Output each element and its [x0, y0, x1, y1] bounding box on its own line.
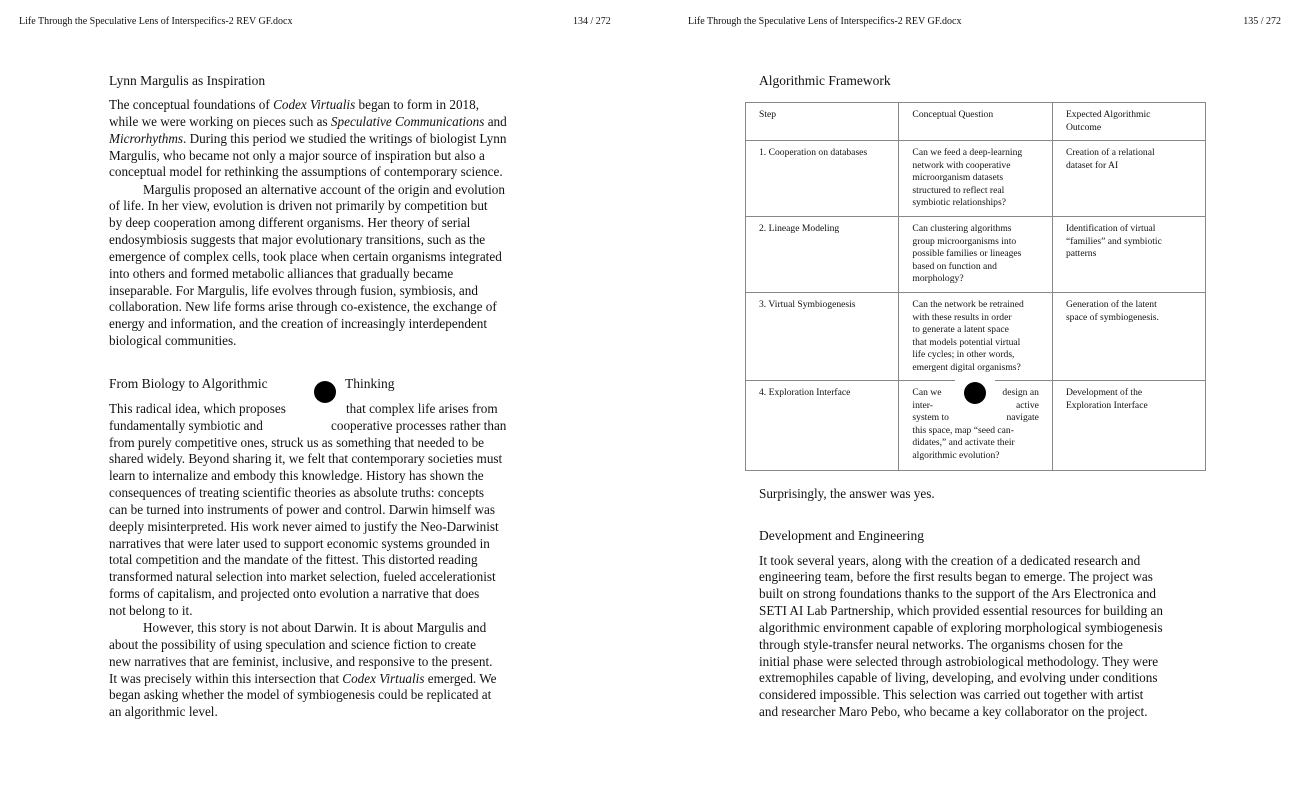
cell-text: to generate a latent space: [912, 324, 1009, 336]
cell-text: life cycles; in other words,: [912, 349, 1015, 361]
section-heading-algorithmic-framework: Algorithmic Framework: [759, 73, 891, 88]
cell-text: Expected Algorithmic: [1065, 109, 1151, 120]
text-line: algorithmic environment capable of exploring morphological symbiogenesis: [759, 619, 1163, 635]
text-line: biological communities.: [109, 333, 237, 349]
text-line: The conceptual foundations of Codex Virtualis began to form in 2018,: [109, 97, 480, 112]
cell-text: dataset for AI: [1065, 159, 1119, 171]
page-number-indicator: 134 / 272: [573, 16, 611, 27]
page-header-title: Life Through the Speculative Lens of Interspecifics-2 REV GF.docx: [19, 16, 293, 27]
table-row: [746, 293, 1206, 381]
cell-step: [746, 293, 899, 381]
algorithmic-framework-table: [745, 102, 1206, 471]
right-page: [650, 0, 1300, 785]
cell-text: inter- active: [912, 399, 1039, 411]
text-line: transformed natural selection into market selection, fueled accelerationist: [109, 569, 496, 585]
page-number-indicator: 135 / 272: [1243, 16, 1281, 27]
text-line: collaboration. New life forms arise through co-existence, the exchange of: [109, 299, 497, 315]
text-line: conceptual model for rethinking the assumptions of contemporary science.: [109, 164, 503, 180]
cell-text: Conceptual Question: [912, 109, 994, 120]
black-dot-marker: [314, 381, 336, 403]
cell-text: Creation of a relational: [1065, 147, 1155, 158]
cell-question: [899, 141, 1053, 217]
text-line: It took several years, along with the creation of a dedicated research and: [759, 552, 1141, 568]
cell-text: group microorganisms into: [912, 235, 1017, 247]
cell-step: [746, 217, 899, 293]
cell-text: Generation of the latent: [1065, 299, 1157, 310]
cell-text: Outcome: [1065, 121, 1102, 133]
text-line: SETI AI Lab Partnership, which provided essential resources for building an: [759, 603, 1163, 619]
cell-text: microorganism datasets: [912, 172, 1004, 184]
paragraph-radical-idea: [109, 435, 502, 620]
paragraph-margulis-intro: [109, 97, 507, 181]
text-line: total competition and the mandate of the fittest. This distorted reading: [109, 552, 478, 568]
text-line: emergence of complex cells, took place when certain organisms integrated: [109, 248, 502, 264]
cell-text: Can we design an: [912, 387, 1039, 398]
text-line: by deep cooperation among different organisms. Her theory of serial: [109, 215, 471, 231]
text-line: energy and information, and the creation of increasingly interdependent: [109, 316, 488, 332]
text-line: not belong to it.: [109, 602, 193, 618]
italic-title: Codex Virtualis: [342, 670, 425, 686]
section-heading-biology-part2: Thinking: [345, 376, 395, 391]
cell-text: possible families or lineages: [912, 248, 1022, 260]
text-line: began asking whether the model of symbiogenesis could be replicated at: [109, 687, 492, 703]
text-line: However, this story is not about Darwin. It is about Margulis and: [143, 620, 487, 635]
text-line: endosymbiosis suggests that major evolutionary transitions, such as the: [109, 232, 486, 248]
cell-text: 3. Virtual Symbiogenesis: [759, 299, 856, 310]
cell-text: 2. Lineage Modeling: [759, 223, 840, 234]
cell-question: [899, 217, 1053, 293]
cell-text: Can we feed a deep-learning: [912, 147, 1023, 158]
text-line: built on strong foundations thanks to the support of the Ars Electronica and: [759, 586, 1157, 602]
cell-text: Exploration Interface: [1065, 399, 1148, 411]
cell-text: Can the network be retrained: [912, 299, 1024, 310]
cell-text: with these results in order: [912, 311, 1012, 323]
text-line: through style-transfer neural networks. The organisms chosen for the: [759, 636, 1123, 652]
text-line: forms of capitalism, and projected onto evolution a narrative that does: [109, 586, 480, 602]
cell-text: symbiotic relationships?: [912, 197, 1006, 209]
text-line: learn to internalize and embody this knowledge. History has shown the: [109, 468, 484, 484]
cell-text: morphology?: [912, 273, 964, 285]
page-header-title: Life Through the Speculative Lens of Interspecifics-2 REV GF.docx: [688, 16, 962, 27]
paragraph-not-about-darwin: [109, 620, 497, 721]
cell-text: based on function and: [912, 260, 997, 272]
text-line: inseparable. For Margulis, life evolves through fusion, symbiosis, and: [109, 282, 478, 298]
text-line: engineering team, before the first results began to emerge. The project was: [759, 569, 1153, 585]
cell-text: Development of the: [1065, 387, 1143, 398]
cell-text: 4. Exploration Interface: [759, 387, 851, 398]
text-line: shared widely. Beyond sharing it, we felt that contemporary societies must: [109, 451, 503, 467]
text-line: new narratives that are feminist, inclusive, and responsive to the present.: [109, 653, 493, 669]
cell-outcome: [1052, 217, 1205, 293]
cell-step: [746, 141, 899, 217]
cell-text: system to navigate: [912, 412, 1039, 424]
italic-title: Codex Virtualis: [273, 97, 356, 112]
paragraph-answer-yes: Surprisingly, the answer was yes.: [759, 486, 935, 501]
text-line: initial phase were selected through astrobiological methodology. They were: [759, 653, 1159, 669]
text-line: narratives that were later used to support economic systems grounded in: [109, 535, 490, 551]
cell-text: structured to reflect real: [912, 184, 1005, 196]
cell-question: [899, 293, 1053, 381]
cell-text: Identification of virtual: [1065, 223, 1156, 234]
cell-text: patterns: [1065, 248, 1097, 260]
text-line: of life. In her view, evolution is driven not primarily by competition but: [109, 198, 488, 214]
cell-text: network with cooperative: [912, 159, 1011, 171]
cell-text: Can clustering algorithms: [912, 223, 1012, 234]
cell-text: this space, map “seed can-: [912, 424, 1014, 436]
cell-text: didates,” and activate their: [912, 437, 1015, 449]
text-line: about the possibility of using speculation and science fiction to create: [109, 636, 476, 652]
text-line: and researcher Maro Pebo, who became a key collaborator on the project.: [759, 704, 1148, 720]
text-line: Margulis, who became not only a major source of inspiration but also a: [109, 147, 485, 163]
cell-text: space of symbiogenesis.: [1065, 311, 1159, 323]
text-line: can be turned into instruments of power and control. Darwin himself was: [109, 501, 496, 517]
section-heading-biology-part1: From Biology to Algorithmic: [109, 376, 268, 391]
section-heading-margulis: Lynn Margulis as Inspiration: [109, 73, 266, 88]
text-line: an algorithmic level.: [109, 704, 218, 720]
header-cell-step: [746, 103, 899, 141]
paragraph-development: [759, 553, 1163, 721]
cell-text: Step: [759, 109, 777, 120]
cell-text: 1. Cooperation on databases: [759, 147, 868, 158]
table-header-row: [746, 103, 1206, 141]
table-row: [746, 217, 1206, 293]
text-line: from purely competitive ones, struck us as something that needed to be: [109, 434, 485, 450]
text-line: while we were working on pieces such as Speculative Communications and: [109, 113, 507, 129]
text-line: consequences of treating scientific theories as absolute truths: concepts: [109, 485, 484, 501]
paragraph-radical-idea-line1b: that complex life arises from: [346, 401, 498, 416]
paragraph-radical-idea-line1a: This radical idea, which proposes: [109, 401, 286, 416]
cell-outcome: [1052, 293, 1205, 381]
cell-outcome: [1052, 141, 1205, 217]
cell-text: emergent digital organisms?: [912, 361, 1021, 373]
cell-outcome: [1052, 381, 1205, 471]
table-row: [746, 141, 1206, 217]
paragraph-radical-idea-line2a: fundamentally symbiotic and: [109, 418, 263, 433]
text-line: into others and formed metabolic alliances that gradually became: [109, 265, 454, 281]
italic-title: Speculative Communications: [330, 113, 485, 129]
text-line: extremophiles capable of living, developing, and evolving under conditions: [759, 670, 1158, 686]
cell-text: that models potential virtual: [912, 336, 1021, 348]
cell-text: “families” and symbiotic: [1065, 235, 1162, 247]
paragraph-radical-idea-line2b: cooperative processes rather than: [331, 418, 507, 433]
text-line: Margulis proposed an alternative account of the origin and evolution: [143, 181, 505, 197]
header-cell-question: [899, 103, 1053, 141]
text-line: deeply misinterpreted. His work never aimed to justify the Neo-Darwinist: [109, 518, 499, 534]
cell-step: [746, 381, 899, 471]
paragraph-margulis-theory: [109, 182, 505, 350]
text-line: considered impossible. This selection was carried out together with artist: [759, 687, 1144, 703]
text-line: Microrhythms. During this period we studied the writings of biologist Lynn: [109, 130, 507, 146]
text-line: It was precisely within this intersection that Codex Virtualis emerged. We: [109, 670, 497, 686]
italic-title: Microrhythms: [109, 130, 183, 146]
header-cell-outcome: [1052, 103, 1205, 141]
section-heading-development: Development and Engineering: [759, 528, 924, 543]
cell-text: algorithmic evolution?: [912, 449, 1000, 461]
black-dot-marker: [964, 382, 986, 404]
